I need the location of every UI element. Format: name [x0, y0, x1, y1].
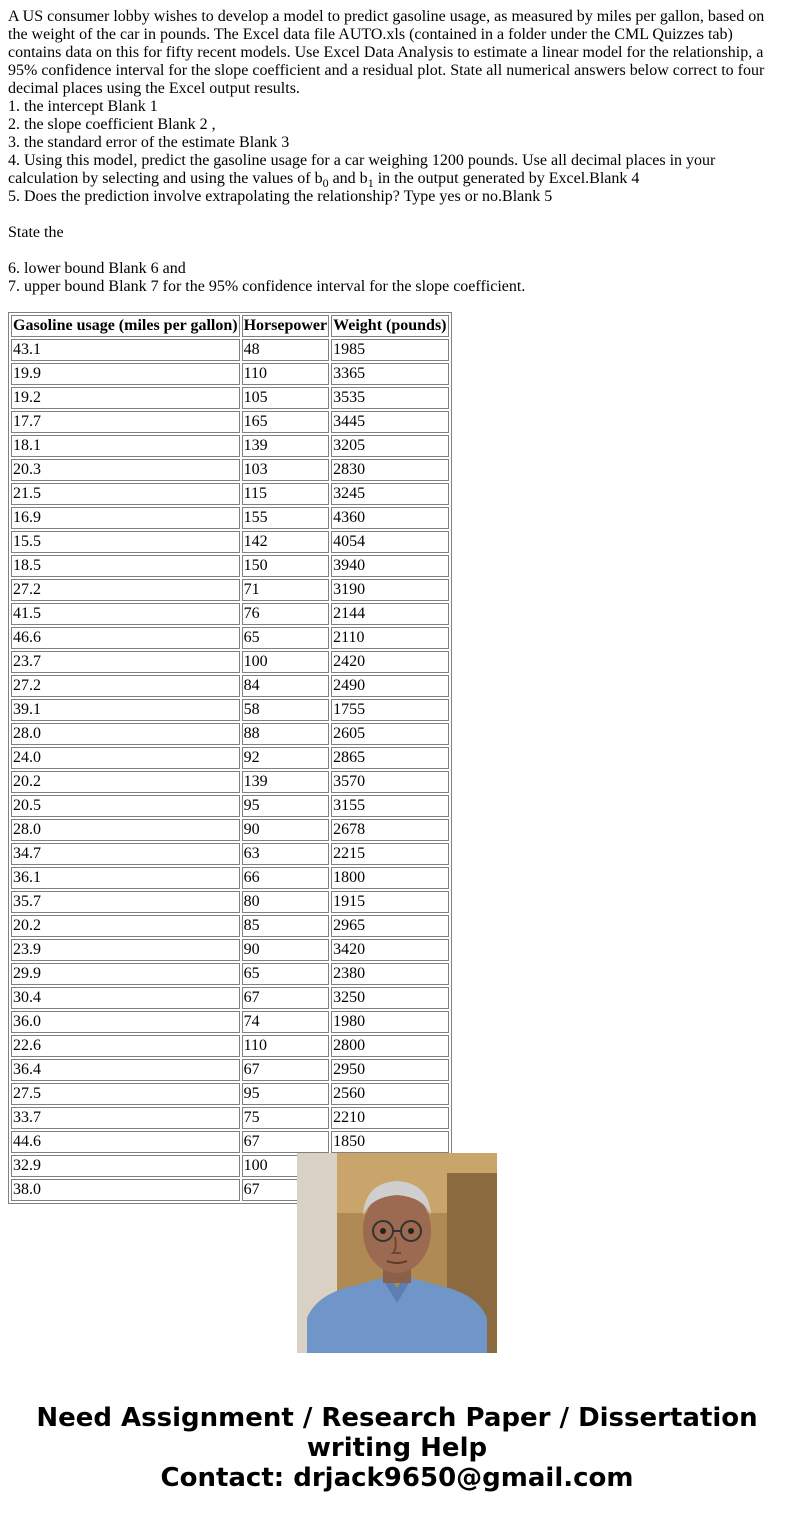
cell-weight: 1850	[331, 1131, 448, 1153]
question-item-7: 7. upper bound Blank 7 for the 95% confidence interval for the slope coefficient.	[8, 278, 526, 295]
cell-gasoline-usage: 16.9	[11, 507, 240, 529]
cell-horsepower: 105	[242, 387, 330, 409]
cell-gasoline-usage: 23.9	[11, 939, 240, 961]
cell-gasoline-usage: 18.1	[11, 435, 240, 457]
table-row	[11, 627, 449, 649]
cell-horsepower: 95	[242, 1083, 330, 1105]
table-row	[11, 819, 449, 841]
cell-gasoline-usage: 38.0	[11, 1179, 240, 1201]
table-row	[11, 483, 449, 505]
table-row	[11, 843, 449, 865]
cell-weight: 2490	[331, 675, 448, 697]
cell-weight: 4360	[331, 507, 448, 529]
cell-gasoline-usage: 19.9	[11, 363, 240, 385]
cell-gasoline-usage: 27.2	[11, 579, 240, 601]
cell-gasoline-usage: 32.9	[11, 1155, 240, 1177]
cell-gasoline-usage: 36.0	[11, 1011, 240, 1033]
cell-gasoline-usage: 34.7	[11, 843, 240, 865]
cell-weight: 3445	[331, 411, 448, 433]
cell-horsepower: 110	[242, 363, 330, 385]
item4-text-pre: 4. Using this model, predict the gasoline usage for a car weighing 1200 pounds. Use all decimal places in your calculation by selecting and using the values of b	[8, 152, 716, 187]
table-row	[11, 651, 449, 673]
cell-horsepower: 165	[242, 411, 330, 433]
question-item-1: 1. the intercept Blank 1	[8, 98, 158, 115]
cell-horsepower: 48	[242, 339, 330, 361]
cell-horsepower: 71	[242, 579, 330, 601]
header-gasoline-usage: Gasoline usage (miles per gallon)	[11, 315, 240, 337]
cell-weight: 2865	[331, 747, 448, 769]
table-row	[11, 723, 449, 745]
cell-gasoline-usage: 27.2	[11, 675, 240, 697]
cell-weight: 1915	[331, 891, 448, 913]
cell-weight: 2950	[331, 1059, 448, 1081]
cell-weight: 1755	[331, 699, 448, 721]
cell-gasoline-usage: 36.4	[11, 1059, 240, 1081]
table-row	[11, 987, 449, 1009]
cell-horsepower: 139	[242, 435, 330, 457]
question-text	[8, 8, 786, 296]
table-row	[11, 603, 449, 625]
cell-gasoline-usage: 17.7	[11, 411, 240, 433]
cell-gasoline-usage: 35.7	[11, 891, 240, 913]
table-row	[11, 435, 449, 457]
table-row	[11, 411, 449, 433]
cell-horsepower: 80	[242, 891, 330, 913]
footer-line-1: Need Assignment / Research Paper / Dissertation	[36, 1403, 758, 1433]
cell-weight: 2144	[331, 603, 448, 625]
cell-gasoline-usage: 30.4	[11, 987, 240, 1009]
table-row	[11, 699, 449, 721]
cell-weight: 3420	[331, 939, 448, 961]
question-item-5: 5. Does the prediction involve extrapolating the relationship? Type yes or no.Blank 5	[8, 188, 553, 205]
cell-gasoline-usage: 43.1	[11, 339, 240, 361]
cell-gasoline-usage: 23.7	[11, 651, 240, 673]
footer-line-3: Contact: drjack9650@gmail.com	[160, 1463, 634, 1493]
cell-gasoline-usage: 44.6	[11, 1131, 240, 1153]
table-row	[11, 1059, 449, 1081]
table-row	[11, 1035, 449, 1057]
cell-weight: 3245	[331, 483, 448, 505]
cell-horsepower: 150	[242, 555, 330, 577]
table-row	[11, 531, 449, 553]
cell-gasoline-usage: 27.5	[11, 1083, 240, 1105]
cell-horsepower: 142	[242, 531, 330, 553]
cell-horsepower: 67	[242, 1179, 330, 1201]
cell-horsepower: 76	[242, 603, 330, 625]
data-table	[8, 312, 452, 1204]
b1-subscript: 1	[367, 176, 374, 191]
cell-weight: 2605	[331, 723, 448, 745]
cell-gasoline-usage: 28.0	[11, 723, 240, 745]
cell-weight: 3205	[331, 435, 448, 457]
b0-subscript: 0	[322, 176, 329, 191]
cell-horsepower: 65	[242, 627, 330, 649]
table-row	[11, 1011, 449, 1033]
cell-weight: 2830	[331, 459, 448, 481]
cell-gasoline-usage: 46.6	[11, 627, 240, 649]
cell-horsepower: 155	[242, 507, 330, 529]
cell-gasoline-usage: 33.7	[11, 1107, 240, 1129]
cell-weight: 2380	[331, 963, 448, 985]
table-row	[11, 891, 449, 913]
item4-text-mid: and b	[328, 170, 368, 187]
cell-weight: 3940	[331, 555, 448, 577]
table-row	[11, 459, 449, 481]
cell-gasoline-usage: 36.1	[11, 867, 240, 889]
table-row	[11, 339, 449, 361]
cell-gasoline-usage: 21.5	[11, 483, 240, 505]
cell-gasoline-usage: 20.2	[11, 771, 240, 793]
cell-horsepower: 66	[242, 867, 330, 889]
cell-gasoline-usage: 19.2	[11, 387, 240, 409]
cell-horsepower: 74	[242, 1011, 330, 1033]
avatar	[297, 1153, 497, 1353]
cell-weight: 3155	[331, 795, 448, 817]
table-row	[11, 1083, 449, 1105]
cell-gasoline-usage: 18.5	[11, 555, 240, 577]
cell-horsepower: 58	[242, 699, 330, 721]
cell-weight: 1800	[331, 867, 448, 889]
cell-horsepower: 67	[242, 1059, 330, 1081]
cell-horsepower: 75	[242, 1107, 330, 1129]
cell-weight: 2110	[331, 627, 448, 649]
cell-horsepower: 92	[242, 747, 330, 769]
table-row	[11, 915, 449, 937]
footer-banner	[0, 1403, 794, 1493]
cell-weight: 2210	[331, 1107, 448, 1129]
table-row	[11, 363, 449, 385]
table-row	[11, 1131, 449, 1153]
cell-weight: 2215	[331, 843, 448, 865]
table-row	[11, 867, 449, 889]
table-row	[11, 579, 449, 601]
cell-horsepower: 90	[242, 819, 330, 841]
cell-weight: 3365	[331, 363, 448, 385]
cell-gasoline-usage: 39.1	[11, 699, 240, 721]
question-item-6: 6. lower bound Blank 6 and	[8, 260, 186, 277]
cell-weight: 3535	[331, 387, 448, 409]
cell-horsepower: 115	[242, 483, 330, 505]
cell-gasoline-usage: 20.5	[11, 795, 240, 817]
table-row	[11, 387, 449, 409]
avatar-portrait-image	[297, 1153, 497, 1353]
cell-gasoline-usage: 29.9	[11, 963, 240, 985]
state-the-label: State the	[8, 224, 64, 241]
cell-gasoline-usage: 20.2	[11, 915, 240, 937]
footer-line-2: writing Help	[306, 1433, 488, 1463]
cell-gasoline-usage: 20.3	[11, 459, 240, 481]
cell-gasoline-usage: 41.5	[11, 603, 240, 625]
cell-weight: 1985	[331, 339, 448, 361]
table-row	[11, 939, 449, 961]
cell-weight: 4054	[331, 531, 448, 553]
cell-weight: 2560	[331, 1083, 448, 1105]
question-item-3: 3. the standard error of the estimate Blank 3	[8, 134, 290, 151]
cell-horsepower: 67	[242, 987, 330, 1009]
table-row	[11, 555, 449, 577]
table-row	[11, 507, 449, 529]
table-header-row	[11, 315, 449, 337]
cell-horsepower: 90	[242, 939, 330, 961]
table-row	[11, 795, 449, 817]
cell-horsepower: 65	[242, 963, 330, 985]
cell-horsepower: 84	[242, 675, 330, 697]
cell-horsepower: 110	[242, 1035, 330, 1057]
cell-weight: 3250	[331, 987, 448, 1009]
question-item-2: 2. the slope coefficient Blank 2 ,	[8, 116, 216, 133]
question-item-4	[8, 152, 786, 191]
cell-weight: 3570	[331, 771, 448, 793]
cell-weight: 3190	[331, 579, 448, 601]
cell-weight: 2420	[331, 651, 448, 673]
cell-gasoline-usage: 22.6	[11, 1035, 240, 1057]
table-row	[11, 1107, 449, 1129]
cell-horsepower: 63	[242, 843, 330, 865]
cell-gasoline-usage: 28.0	[11, 819, 240, 841]
question-intro: A US consumer lobby wishes to develop a model to predict gasoline usage, as measured by miles per gallon, based on the weight of the car in pounds. The Excel data file AUTO.xls (contained in a folder under the CML Quizzes tab) contains data on this for fifty recent models. Use Excel Data Analysis to estimate a linear model for the relationship, a 95% confidence interval for the slope coefficient and a residual plot. State all numerical answers below correct to four decimal places using the Excel output results.	[8, 8, 765, 97]
cell-weight: 1980	[331, 1011, 448, 1033]
table-row	[11, 771, 449, 793]
cell-horsepower: 95	[242, 795, 330, 817]
cell-weight: 2678	[331, 819, 448, 841]
table-row	[11, 747, 449, 769]
cell-gasoline-usage: 24.0	[11, 747, 240, 769]
cell-horsepower: 100	[242, 1155, 330, 1177]
table-row	[11, 675, 449, 697]
cell-horsepower: 139	[242, 771, 330, 793]
header-horsepower: Horsepower	[242, 315, 330, 337]
item4-text-post: in the output generated by Excel.Blank 4	[373, 170, 640, 187]
cell-horsepower: 85	[242, 915, 330, 937]
table-body	[11, 339, 449, 1201]
cell-horsepower: 88	[242, 723, 330, 745]
cell-weight: 2965	[331, 915, 448, 937]
cell-horsepower: 103	[242, 459, 330, 481]
cell-horsepower: 67	[242, 1131, 330, 1153]
cell-weight: 2800	[331, 1035, 448, 1057]
cell-gasoline-usage: 15.5	[11, 531, 240, 553]
header-weight: Weight (pounds)	[331, 315, 448, 337]
cell-horsepower: 100	[242, 651, 330, 673]
data-table-container	[8, 312, 448, 1198]
table-row	[11, 963, 449, 985]
